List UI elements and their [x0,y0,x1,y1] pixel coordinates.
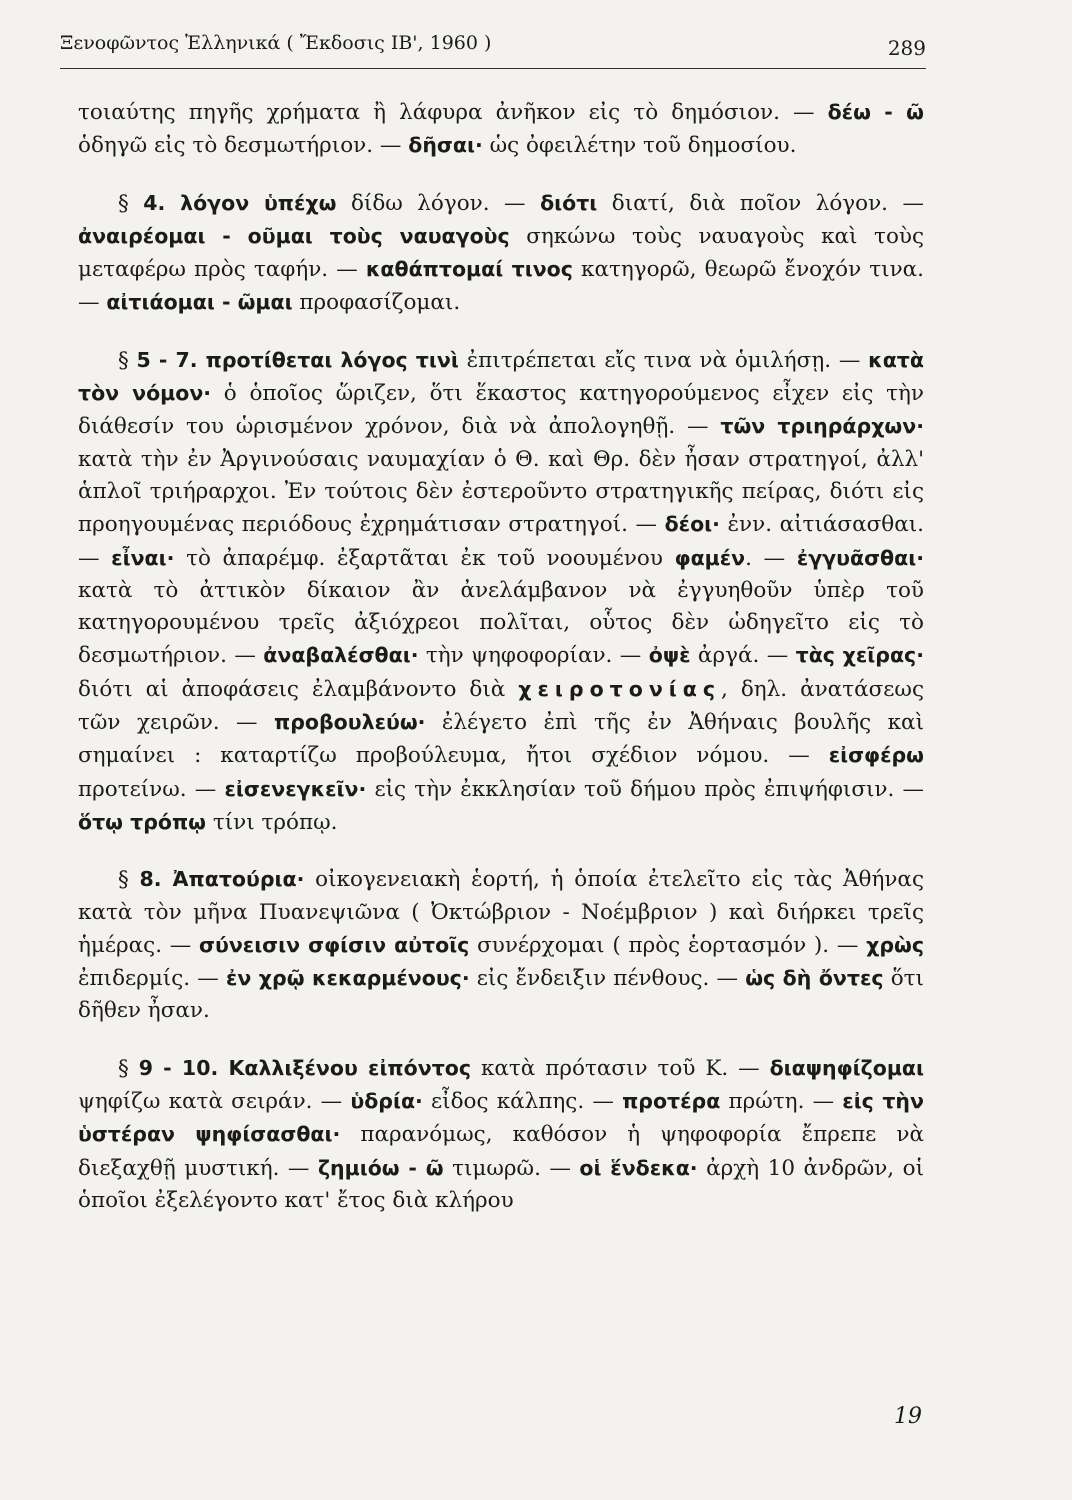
gloss-text: προφασίζομαι. [292,290,461,316]
running-title: Ξενοφῶντος Ἑλληνικά ( Ἔκδοσις ΙΒ', 1960 ) [60,32,492,54]
gloss-text: εἰς τὴν ἐκκλησίαν τοῦ δήμου πρὸς ἐπιψήφισιν. — [366,776,925,802]
gloss-text: ἐπιτρέπεται εἴς τινα νὰ ὁμιλήσῃ. — [458,347,869,373]
lemma: φαμέν [674,545,746,570]
gloss-text: § [118,347,137,373]
gloss-text: κατηγορῶ, θεωρῶ ἔνοχόν τινα. — [78,257,925,316]
lemma: τῶν τριηράρχων· [720,414,924,439]
lemma: ὑδρία· [350,1089,423,1114]
lemma: κατὰ τὸν νόμον· [78,347,924,406]
gloss-text: ἐπιδερμίς. — [78,966,226,992]
lemma: σύνεισιν σφίσιν αὐτοῖς [199,932,470,957]
gloss-text: σηκώνω τοὺς ναυαγοὺς καὶ τοὺς μεταφέρω πρὸς ταφήν. — [78,223,925,283]
gloss-text: ἐνν. αἰτιάσασθαι. — [78,512,924,571]
gloss-text: προτείνω. — [78,776,225,802]
gloss-text: οἰκογενειακὴ ἑορτή, ἡ ὁποία ἐτελεῖτο εἰς τὰς Ἀθήνας κατὰ τὸν μῆνα Πυανεψιῶνα ( Ὀκτώβριον - Νοέμβριον ) καὶ διήρκει τρεῖς ἡμέρας. — [78,867,924,958]
lemma: αἰτιάομαι - ῶμαι [106,290,293,315]
lemma: εἰσφέρω [828,743,924,768]
paragraph [78,344,924,839]
gloss-text: εἶδος κάλπης. — [422,1089,623,1115]
gloss-text: ὁ ὁποῖος ὥριζεν, ὅτι ἕκαστος κατηγορούμενος εἶχεν εἰς τὴν διάθεσίν του ὡρισμένον χρόνον, διὰ νὰ ἀπολογηθῇ. — [78,381,925,440]
paragraph [78,96,924,163]
gloss-text: ὡς ὀφειλέτην τοῦ δημοσίου. [482,133,797,159]
page-number: 289 [887,36,926,60]
lemma: δῆσαι· [408,133,483,158]
gloss-text: κατὰ τὸ ἀττικὸν δίκαιον ἂν ἀνελάμβανον νὰ ἐγγυηθοῦν ὑπὲρ τοῦ κατηγορουμένου τρεῖς ἀξιόχρεοι πολῖται, οὗτος δὲν ὡδηγεῖτο εἰς τὸ δεσμωτήριον. — [78,577,924,669]
gloss-text: τὸ ἀπαρέμφ. ἐξαρτᾶται ἐκ τοῦ νοουμένου [174,545,675,571]
lemma: ἐν χρῷ κεκαρμένους· [225,966,470,991]
gloss-text: διατί, διὰ ποῖον λόγον. — [597,190,924,216]
lemma: 9 - 10. Καλλιξένου εἰπόντος [138,1055,472,1080]
commentary-body [78,96,924,1217]
lemma: οἱ ἕνδεκα· [579,1155,698,1180]
lemma: διότι [540,190,598,215]
lemma: προτέρα [622,1089,721,1114]
lemma: ζημιόω - ῶ [317,1155,444,1180]
gloss-text: § [118,1055,139,1081]
lemma: δέω - ῶ [827,100,924,124]
gloss-text: κατὰ πρότασιν τοῦ Κ. — [471,1055,770,1081]
gloss-text: τοιαύτης πηγῆς χρήματα ἢ λάφυρα ἀνῆκον εἰς τὸ δημόσιον. — [78,100,828,125]
lemma: εἰσενεγκεῖν· [224,776,367,801]
gloss-text: συνέρχομαι ( πρὸς ἑορτασμόν ). — [469,932,867,958]
lemma: ἀναιρέομαι - οῦμαι τοὺς ναυαγοὺς [78,223,510,248]
gloss-text: διότι αἱ ἀποφάσεις ἐλαμβάνοντο διὰ [78,676,519,702]
gloss-text: τὴν ψηφοφορίαν. — [418,643,649,669]
lemma: ἐγγυᾶσθαι· [796,545,924,570]
lemma: ὅτῳ τρόπῳ [78,809,206,834]
lemma: τὰς χεῖρας· [795,643,924,668]
lemma: ἀναβαλέσθαι· [263,643,419,668]
gloss-text: τιμωρῶ. — [443,1155,580,1181]
lemma: 5 - 7. προτίθεται λόγος τινὶ [136,347,459,372]
gloss-text: ἐλέγετο ἐπὶ τῆς ἐν Ἀθήναις βουλῆς καὶ σημαίνει : καταρτίζω προβούλευμα, ἤτοι σχέδιον νόμου. — [78,710,925,769]
gloss-text: , δηλ. ἀνατάσεως τῶν χειρῶν. — [78,676,924,736]
gloss-text: δίδω λόγον. — [336,190,541,216]
gloss-text: ὅτι δῆθεν ἦσαν. [78,966,924,1024]
running-header [60,28,926,69]
paragraph [78,863,924,1027]
gloss-text: ψηφίζω κατὰ σειράν. — [78,1089,351,1115]
gloss-text: εἰς ἔνδειξιν πένθους. — [469,966,746,992]
lemma: καθάπτομαί τινος [365,257,573,282]
gloss-text: παρανόμως, καθόσον ἡ ψηφοφορία ἔπρεπε νὰ διεξαχθῇ μυστική. — [78,1122,924,1181]
lemma: ὡς δὴ ὄντες [745,966,884,991]
gloss-text: τίνι τρόπῳ. [206,809,338,835]
gloss-text: § [118,867,140,893]
gloss-text: . — [745,545,797,571]
gloss-text: § [118,190,144,216]
lemma: εἶναι· [111,545,175,570]
lemma: δέοι· [664,512,720,537]
gloss-text: ἀρχὴ 10 ἀνδρῶν, οἱ ὁποῖοι ἐξελέγοντο κατ' ἔτος διὰ κλήρου [78,1155,925,1213]
lemma: χρὼς [866,932,924,957]
lemma: ὀψὲ [648,643,691,668]
paragraph [78,187,924,320]
signature-mark: 19 [894,1404,922,1429]
paragraph [78,1052,924,1217]
gloss-text: κατὰ τὴν ἐν Ἀργινούσαις ναυμαχίαν ὁ Θ. καὶ Θρ. δὲν ἦσαν στρατηγοί, ἀλλ' ἁπλοῖ τριήραρχοι. Ἐν τούτοις δὲν ἐστεροῦντο στρατηγικῆς πείρας, διότι εἰς προηγουμένας περιόδους ἐχρημάτισαν στρατηγοί. — [78,446,924,538]
gloss-text: ὁδηγῶ εἰς τὸ δεσμωτήριον. — [78,133,409,159]
lemma: εἰς τὴν ὑστέραν ψηφίσασθαι· [78,1089,924,1147]
lemma: 4. λόγον ὑπέχω [143,190,337,215]
lemma: 8. Ἀπατούρια· [139,867,305,892]
gloss-text: πρώτη. — [720,1089,843,1115]
lemma: διαψηφίζομαι [769,1055,924,1080]
spaced-term: χειροτονίας [518,676,722,701]
gloss-text: ἀργά. — [690,643,796,669]
lemma: προβουλεύω· [274,710,426,735]
